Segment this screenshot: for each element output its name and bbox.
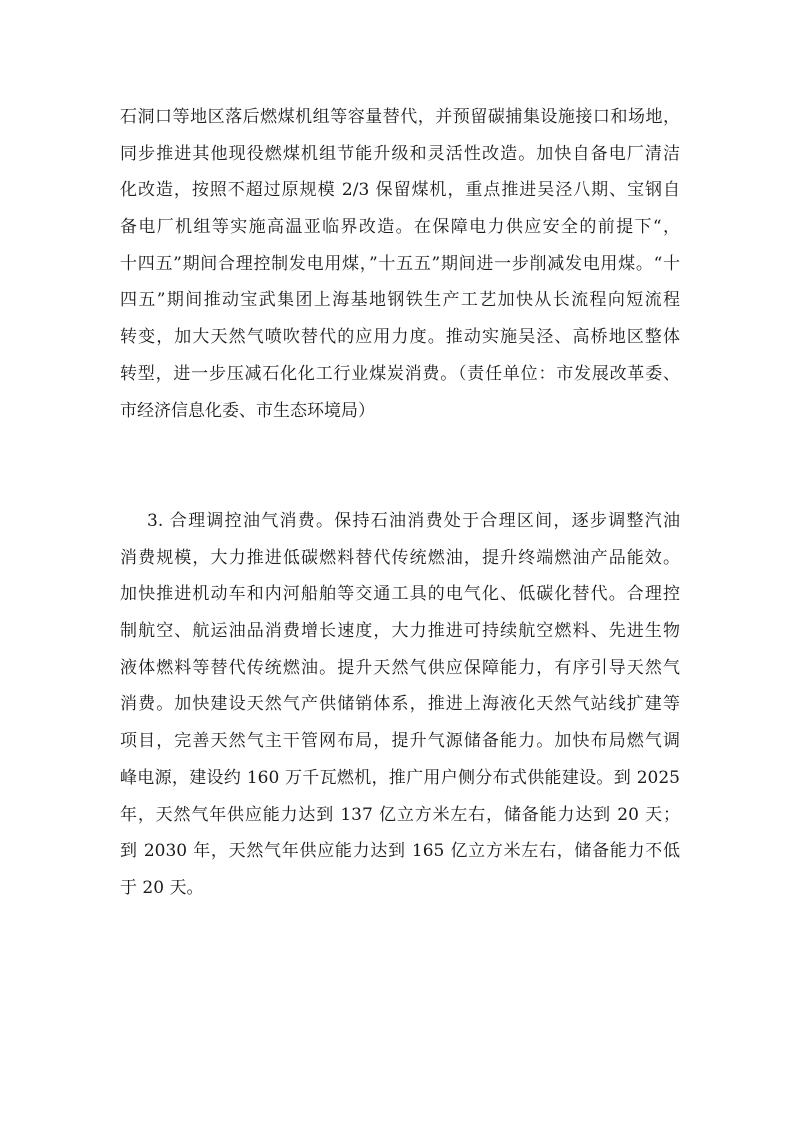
- paragraph-line: 年，天然气年供应能力达到 137 亿立方米左右，储备能力达到 20 天；: [120, 804, 680, 825]
- paragraph-line: 四五”期间推动宝武集团上海基地钢铁生产工艺加快从长流程向短流程: [120, 290, 680, 311]
- paragraph-line: 项目，完善天然气主干管网布局，提升气源储备能力。加快布局燃气调: [120, 731, 680, 752]
- paragraph-line: 十四五”期间合理控制发电用煤，”十五五”期间进一步削减发电用煤。“十: [120, 253, 680, 274]
- paragraph-line: 加快推进机动车和内河船舶等交通工具的电气化、低碳化替代。合理控: [120, 584, 680, 605]
- paragraph-line: 到 2030 年，天然气年供应能力达到 165 亿立方米左右，储备能力不低: [120, 841, 680, 862]
- paragraph-oil-gas-consumption: [120, 503, 680, 907]
- paragraph-line: 3. 合理调控油气消费。保持石油消费处于合理区间，逐步调整汽油: [147, 511, 680, 531]
- paragraph-line: 备电厂机组等实施高温亚临界改造。在保障电力供应安全的前提下“，: [120, 217, 680, 238]
- paragraph-line: 于 20 天。: [120, 877, 204, 898]
- paragraph-line: 消费规模，大力推进低碳燃料替代传统燃油，提升终端燃油产品能效。: [120, 547, 680, 568]
- paragraph-line: 同步推进其他现役燃煤机组节能升级和灵活性改造。加快自备电厂清洁: [120, 143, 680, 164]
- paragraph-line: 石洞口等地区落后燃煤机组等容量替代，并预留碳捕集设施接口和场地，: [120, 107, 680, 127]
- paragraph-line: 液体燃料等替代传统燃油。提升天然气供应保障能力，有序引导天然气: [120, 657, 680, 678]
- paragraph-coal-transition: [120, 99, 680, 429]
- paragraph-line: 制航空、航运油品消费增长速度，大力推进可持续航空燃料、先进生物: [120, 621, 680, 642]
- paragraph-line: 市经济信息化委、市生态环境局）: [120, 400, 375, 421]
- paragraph-line: 转变，加大天然气喷吹替代的应用力度。推动实施吴泾、高桥地区整体: [120, 327, 680, 348]
- paragraph-line: 消费。加快建设天然气产供储销体系，推进上海液化天然气站线扩建等: [120, 694, 680, 715]
- paragraph-line: 转型，进一步压减石化化工行业煤炭消费。（责任单位：市发展改革委、: [120, 363, 680, 384]
- paragraph-line: 峰电源，建设约 160 万千瓦燃机，推广用户侧分布式供能建设。到 2025: [120, 767, 680, 788]
- paragraph-line: 化改造，按照不超过原规模 2/3 保留煤机，重点推进吴泾八期、宝钢自: [120, 180, 680, 201]
